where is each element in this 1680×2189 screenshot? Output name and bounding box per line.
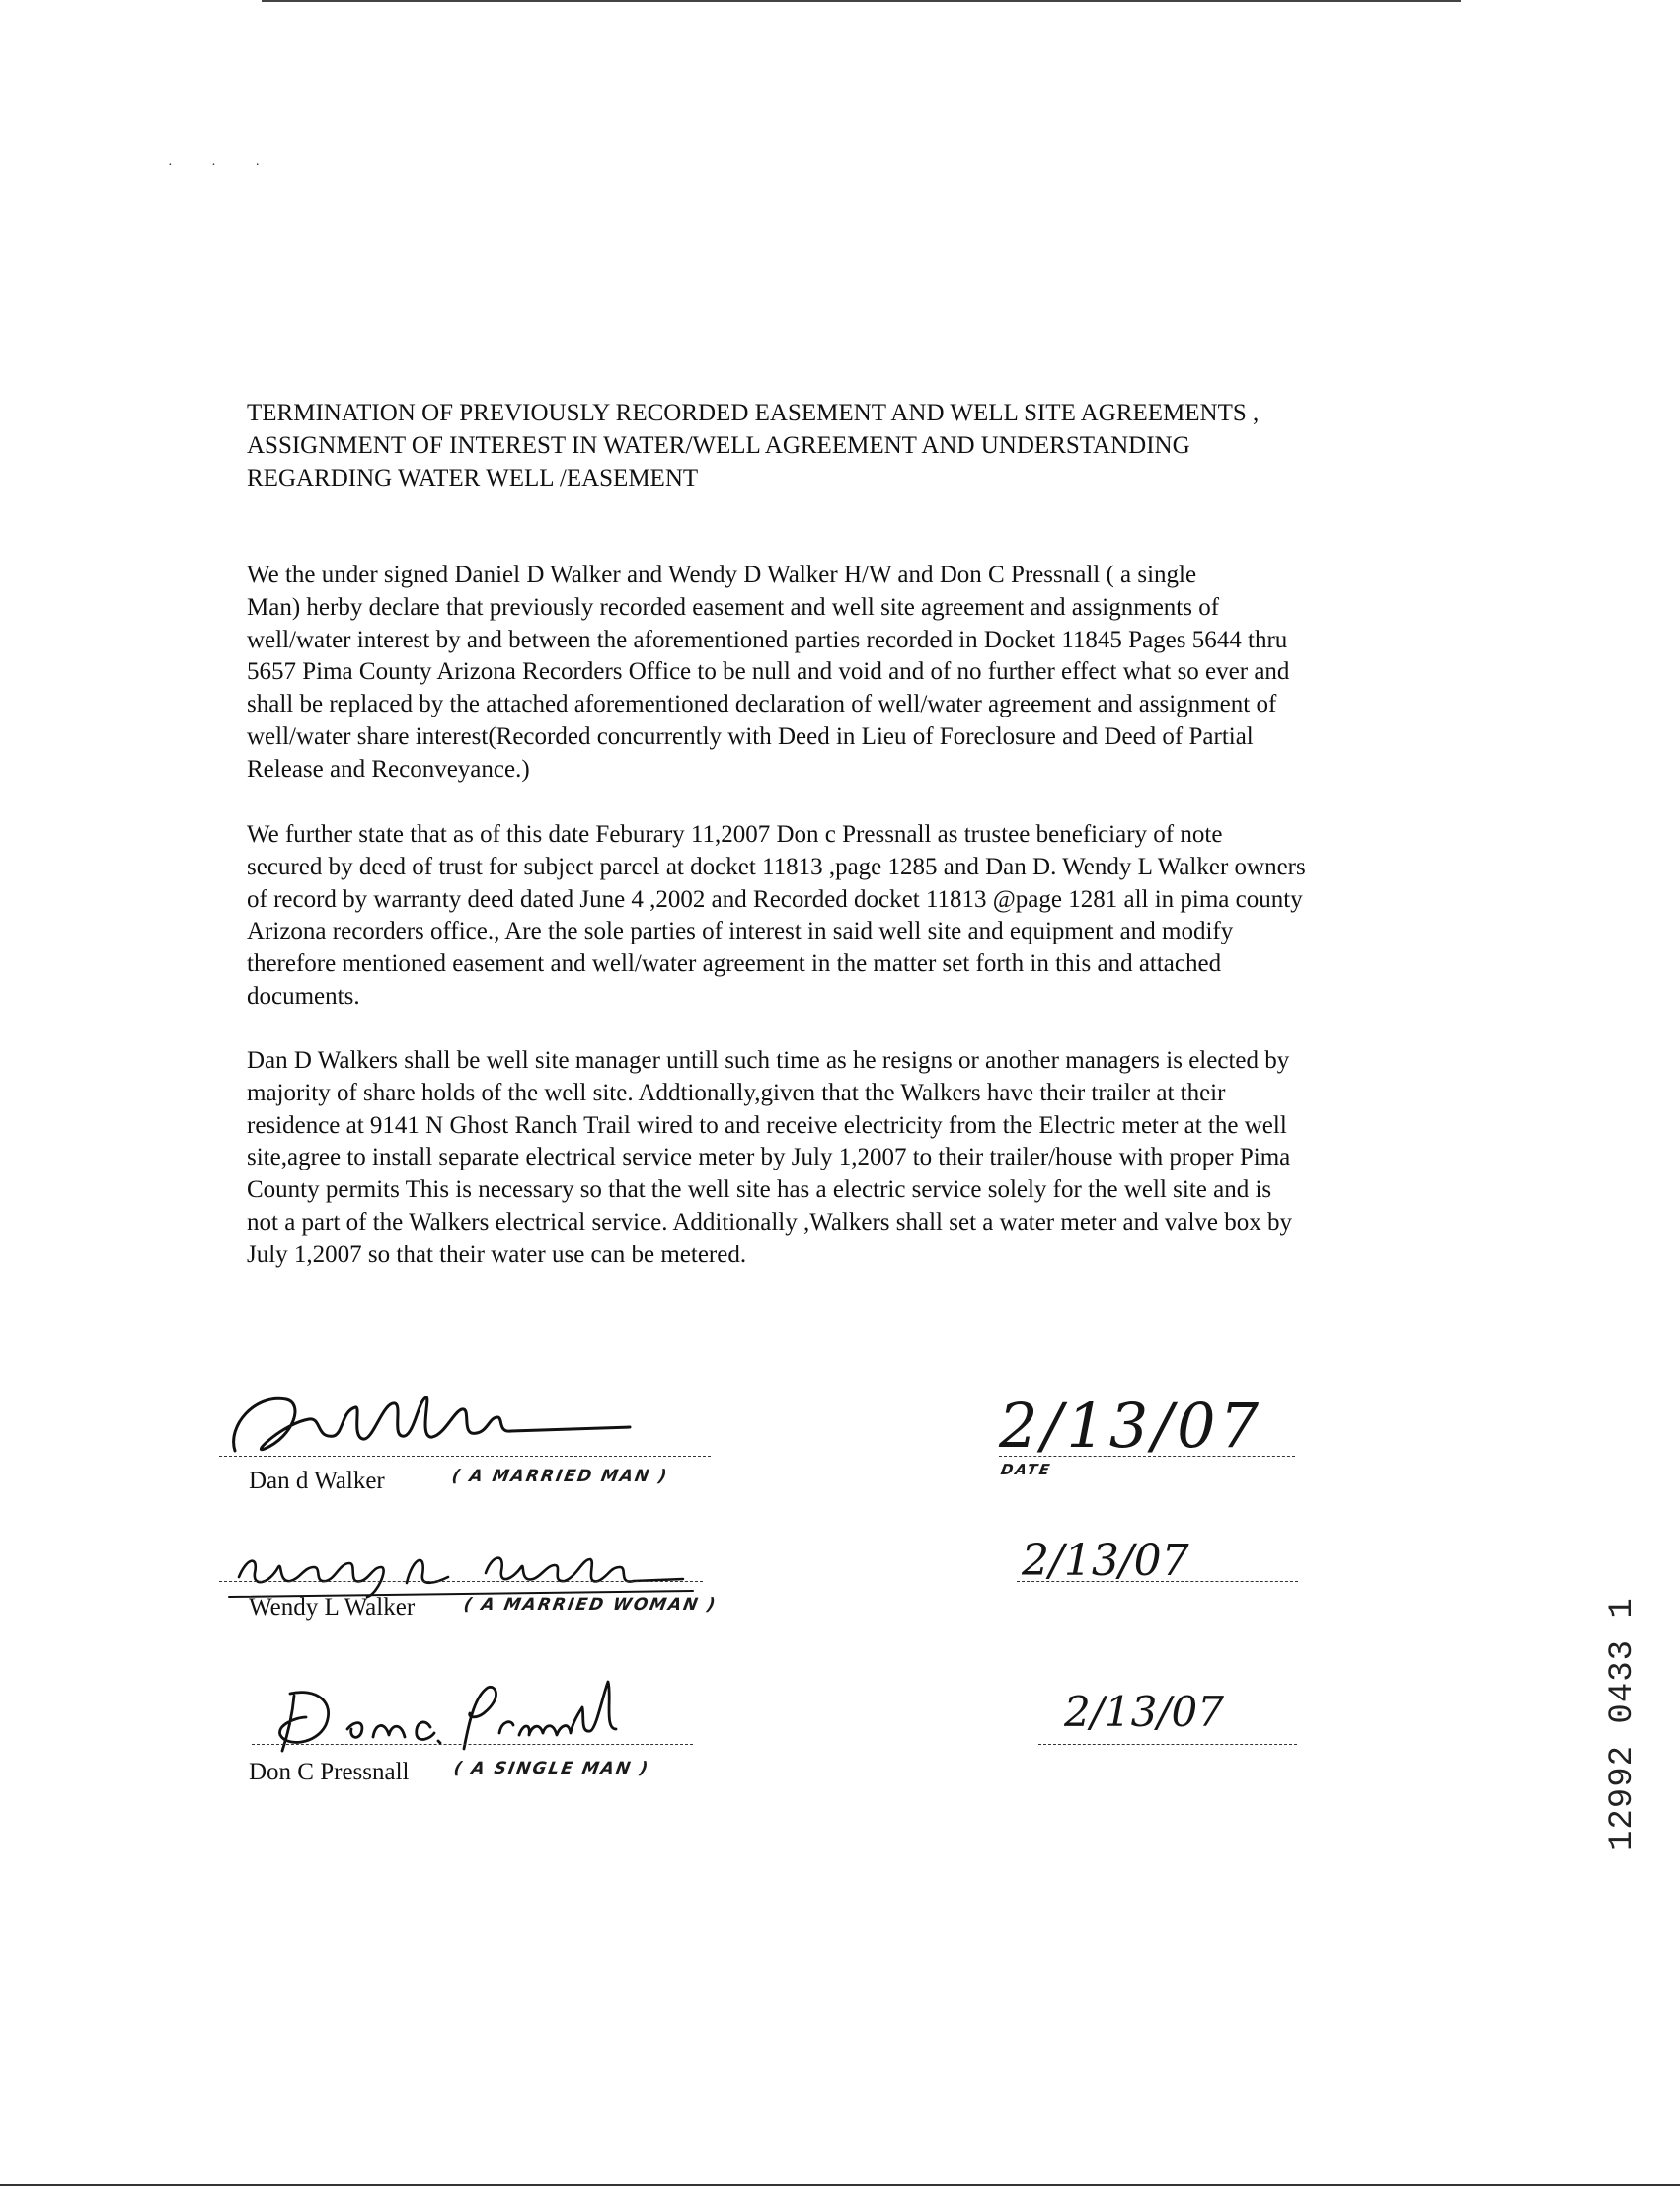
date-signed: 2/13/07 [999,1390,1263,1462]
title-line: ASSIGNMENT OF INTEREST IN WATER/WELL AGREEMENT AND UNDERSTANDING [247,432,1190,459]
paragraph-line: County permits This is necessary so that the well site has a electric service solely for the well site and is [247,1176,1272,1204]
signer-status-note: ( A SINGLE MAN ) [452,1759,651,1778]
signer-status-note: ( A MARRIED MAN ) [450,1467,670,1486]
signature-line [219,1456,711,1457]
title-line: TERMINATION OF PREVIOUSLY RECORDED EASEMENT AND WELL SITE AGREEMENTS , [247,400,1260,426]
date-line [999,1456,1295,1457]
date-line [1038,1744,1297,1745]
signer-name: Wendy L Walker [249,1594,416,1621]
paragraph-line: of record by warranty deed dated June 4 ,2002 and Recorded docket 11813 @page 1281 all in pima county [247,885,1303,913]
title-line: REGARDING WATER WELL /EASEMENT [247,465,699,491]
paragraph-line: residence at 9141 N Ghost Ranch Trail wired to and receive electricity from the Electric meter at the well [247,1111,1287,1139]
paragraph-line: therefore mentioned easement and well/water agreement in the matter set forth in this and attached [247,950,1222,978]
paragraph-line: site,agree to install separate electrical service meter by July 1,2007 to their trailer/house with proper Pima [247,1144,1291,1171]
date-line [1017,1581,1298,1582]
signer-status-note: ( A MARRIED WOMAN ) [462,1595,719,1615]
signer-name: Don C Pressnall [249,1759,410,1785]
paragraph-line: We further state that as of this date Feburary 11,2007 Don c Pressnall as trustee beneficiary of note [247,821,1223,848]
paragraph-line: secured by deed of trust for subject parcel at docket 11813 ,page 1285 and Dan D. Wendy L Walker owners [247,853,1306,880]
paragraph-line: well/water share interest(Recorded concurrently with Deed in Lieu of Foreclosure and Deed of Partial [247,722,1254,750]
paragraph-parties [247,819,1441,1014]
paragraph-line: well/water interest by and between the aforementioned parties recorded in Docket 11845 Pages 5644 thru [247,626,1288,653]
date-signed: 2/13/07 [1064,1688,1224,1736]
paragraph-line: not a part of the Walkers electrical service. Additionally ,Walkers shall set a water meter and valve box by [247,1208,1293,1236]
signer-name: Dan d Walker [249,1468,385,1494]
top-border-line [262,0,1461,2]
paragraph-line: Man) herby declare that previously recorded easement and well site agreement and assignments of [247,593,1220,621]
paragraph-line: 5657 Pima County Arizona Recorders Office to be null and void and of no further effect what so ever and [247,658,1290,686]
date-label: DATE [999,1461,1053,1478]
paragraph-line: We the under signed Daniel D Walker and Wendy D Walker H/W and Don C Pressnall ( a single [247,562,1197,588]
recording-number-stamp: 12992 0433 1 [1604,1597,1642,1851]
paragraph-declaration [247,560,1441,787]
bottom-border-line [0,2184,1680,2186]
signature-line [219,1581,703,1582]
paragraph-line: documents. [247,982,360,1010]
paragraph-line: Dan D Walkers shall be well site manager untill such time as he resigns or another managers is elected by [247,1047,1290,1074]
paragraph-line: Release and Reconveyance.) [247,755,530,783]
scan-specks: · · · [168,158,277,173]
paragraph-line: shall be replaced by the attached aforementioned declaration of well/water agreement and assignment of [247,691,1277,718]
date-signed: 2/13/07 [1022,1536,1189,1586]
signature-line [252,1744,693,1745]
paragraph-line: majority of share holds of the well site. Addtionally,given that the Walkers have their trailer at their [247,1079,1226,1106]
paragraph-line: July 1,2007 so that their water use can be metered. [247,1241,747,1268]
paragraph-line: Arizona recorders office., Are the sole parties of interest in said well site and equipment and modify [247,918,1234,945]
paragraph-manager [247,1045,1441,1272]
document-title [247,397,1431,494]
signature-don-pressnall [267,1678,681,1757]
signature-dan-walker [225,1382,659,1461]
